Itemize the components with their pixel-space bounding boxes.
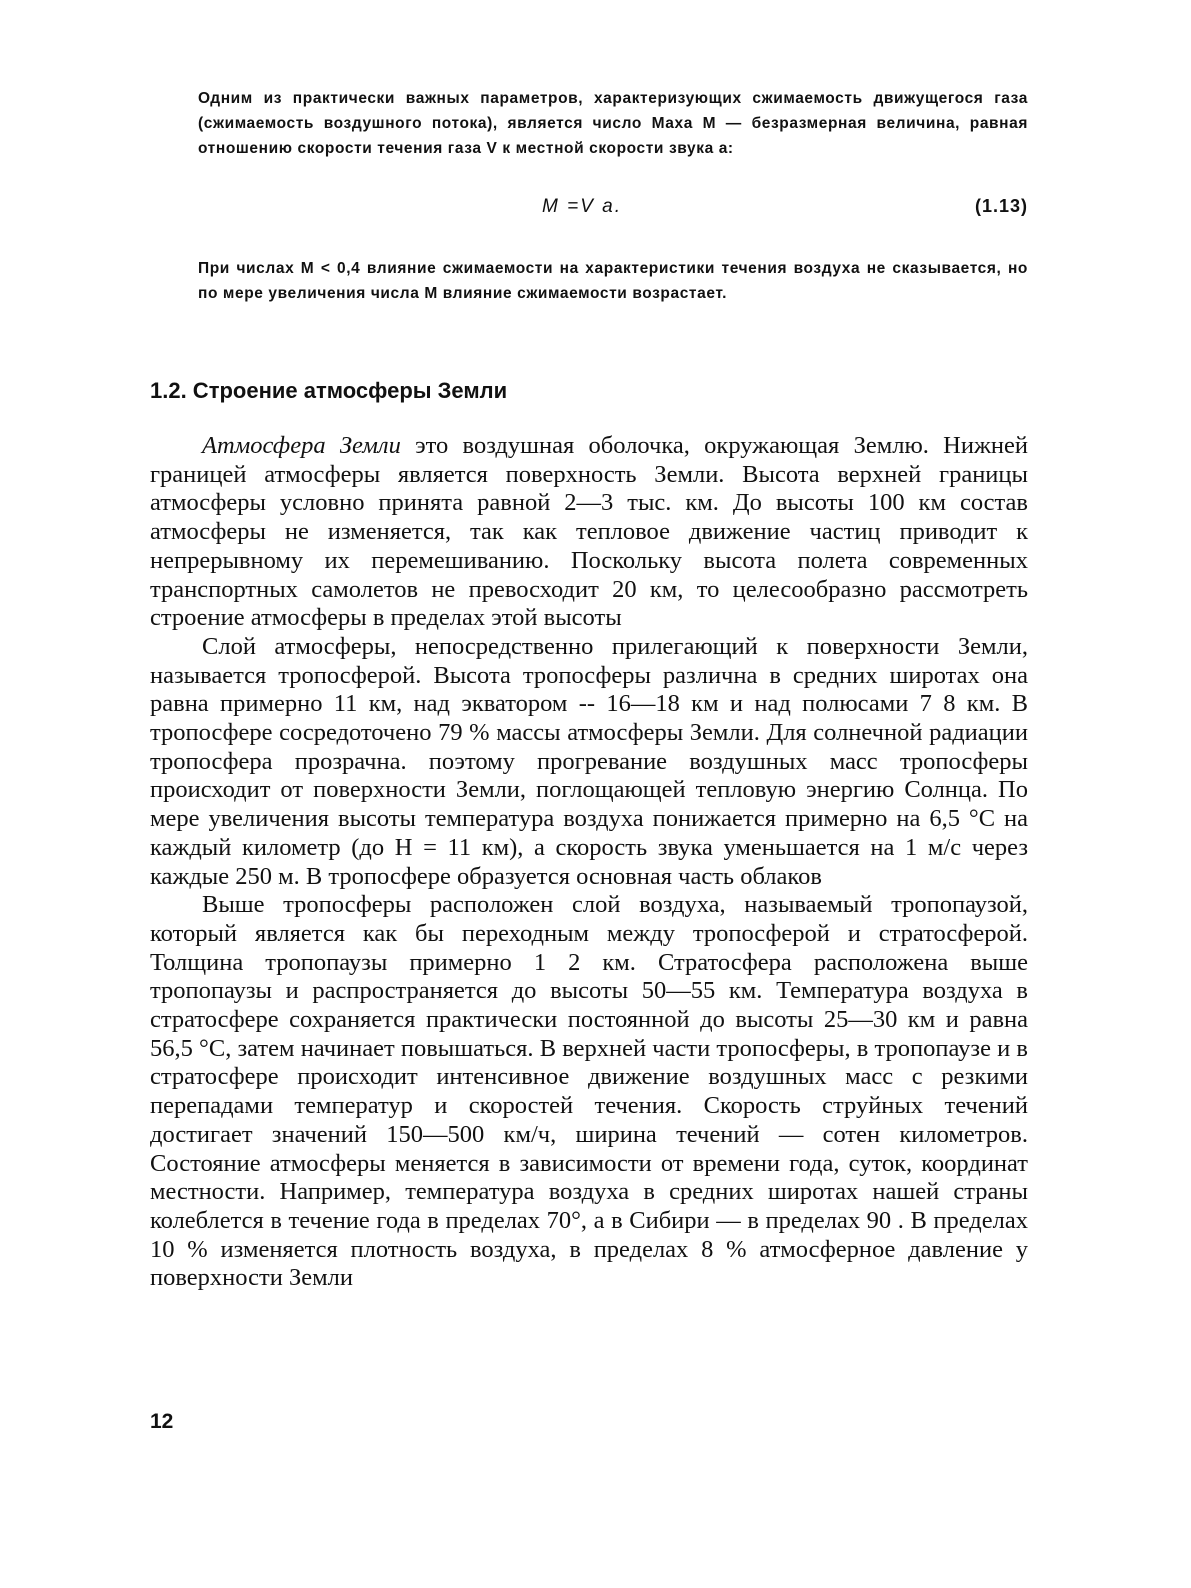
mach-number-formula: M =V a.	[542, 196, 622, 217]
intro-paragraph: Одним из практически важных параметров, характеризующих сжимаемость движущегося газа (сжимаемость воздушного потока), является число Маха M — безразмерная величина, равная отношению скорости течения газа V к местной скорости звука a:	[198, 90, 1028, 157]
paragraph-atmosphere-definition	[150, 432, 1028, 633]
section-body	[150, 432, 1028, 1293]
atmosphere-term: Атмосфера Земли	[202, 432, 401, 459]
section-heading: 1.2. Строение атмосферы Земли	[150, 378, 508, 403]
equation-number: (1.13)	[974, 196, 1028, 216]
paragraph-troposphere: Слой атмосферы, непосредственно прилегающий к поверхности Земли, называется тропосферой. Высота тропосферы различна в средних широтах она равна примерно 11 км, над экватором -- 16—18 км и над полюсами 7 8 км. В тропосфере сосредоточено 79 % массы атмосферы Земли. Для солнечной радиации тропосфера прозрачна. поэтому прогревание воздушных масс тропосферы происходит от поверхности Земли, поглощающей тепловую энергию Солнца. По мере увеличения высоты температура воздуха понижается примерно на 6,5 °C на каждый километр (до H = 11 км), а скорость звука уменьшается на 1 м/с через каждые 250 м. В тропосфере образуется основная часть облаков	[150, 632, 1028, 890]
page-number: 12	[150, 1410, 174, 1433]
equation-row	[198, 196, 1028, 226]
compressibility-note: При числах M < 0,4 влияние сжимаемости на характеристики течения воздуха не сказывается, но по мере увеличения числа M влияние сжимаемости возрастает.	[198, 260, 1028, 302]
atmosphere-definition-text: это воздушная оболочка, окружающая Землю. Нижней границей атмосферы является поверхность Земли. Высота верхней границы атмосферы условно принята равной 2—3 тыс. км. До высоты 100 км состав атмосферы не изменяется, так как тепловое движение частиц приводит к непрерывному их перемешиванию. Поскольку высота полета современных транспортных самолетов не превосходит 20 км, то целесообразно рассмотреть строение атмосферы в пределах этой высоты	[150, 432, 1028, 632]
paragraph-tropopause-stratosphere: Выше тропосферы расположен слой воздуха, называемый тропопаузой, который является как бы переходным между тропосферой и стратосферой. Толщина тропопаузы примерно 1 2 км. Стратосфера расположена выше тропопаузы и распространяется до высоты 50—55 км. Температура воздуха в стратосфере сохраняется практически постоянной до высоты 25—30 км и равна 56,5 °C, затем начинает повышаться. В верхней части тропосферы, в тропопаузе и в стратосфере происходит интенсивное движение воздушных масс с резкими перепадами температур и скоростей течения. Скорость струйных течений достигает значений 150—500 км/ч, ширина течений — сотен километров. Состояние атмосферы меняется в зависимости от времени года, суток, координат местности. Например, температура воздуха в средних широтах нашей страны колеблется в течение года в пределах 70°, а в Сибири — в пределах 90 . В пределах 10 % изменяется плотность воздуха, в пределах 8 % атмосферное давление у поверхности Земли	[150, 891, 1028, 1292]
